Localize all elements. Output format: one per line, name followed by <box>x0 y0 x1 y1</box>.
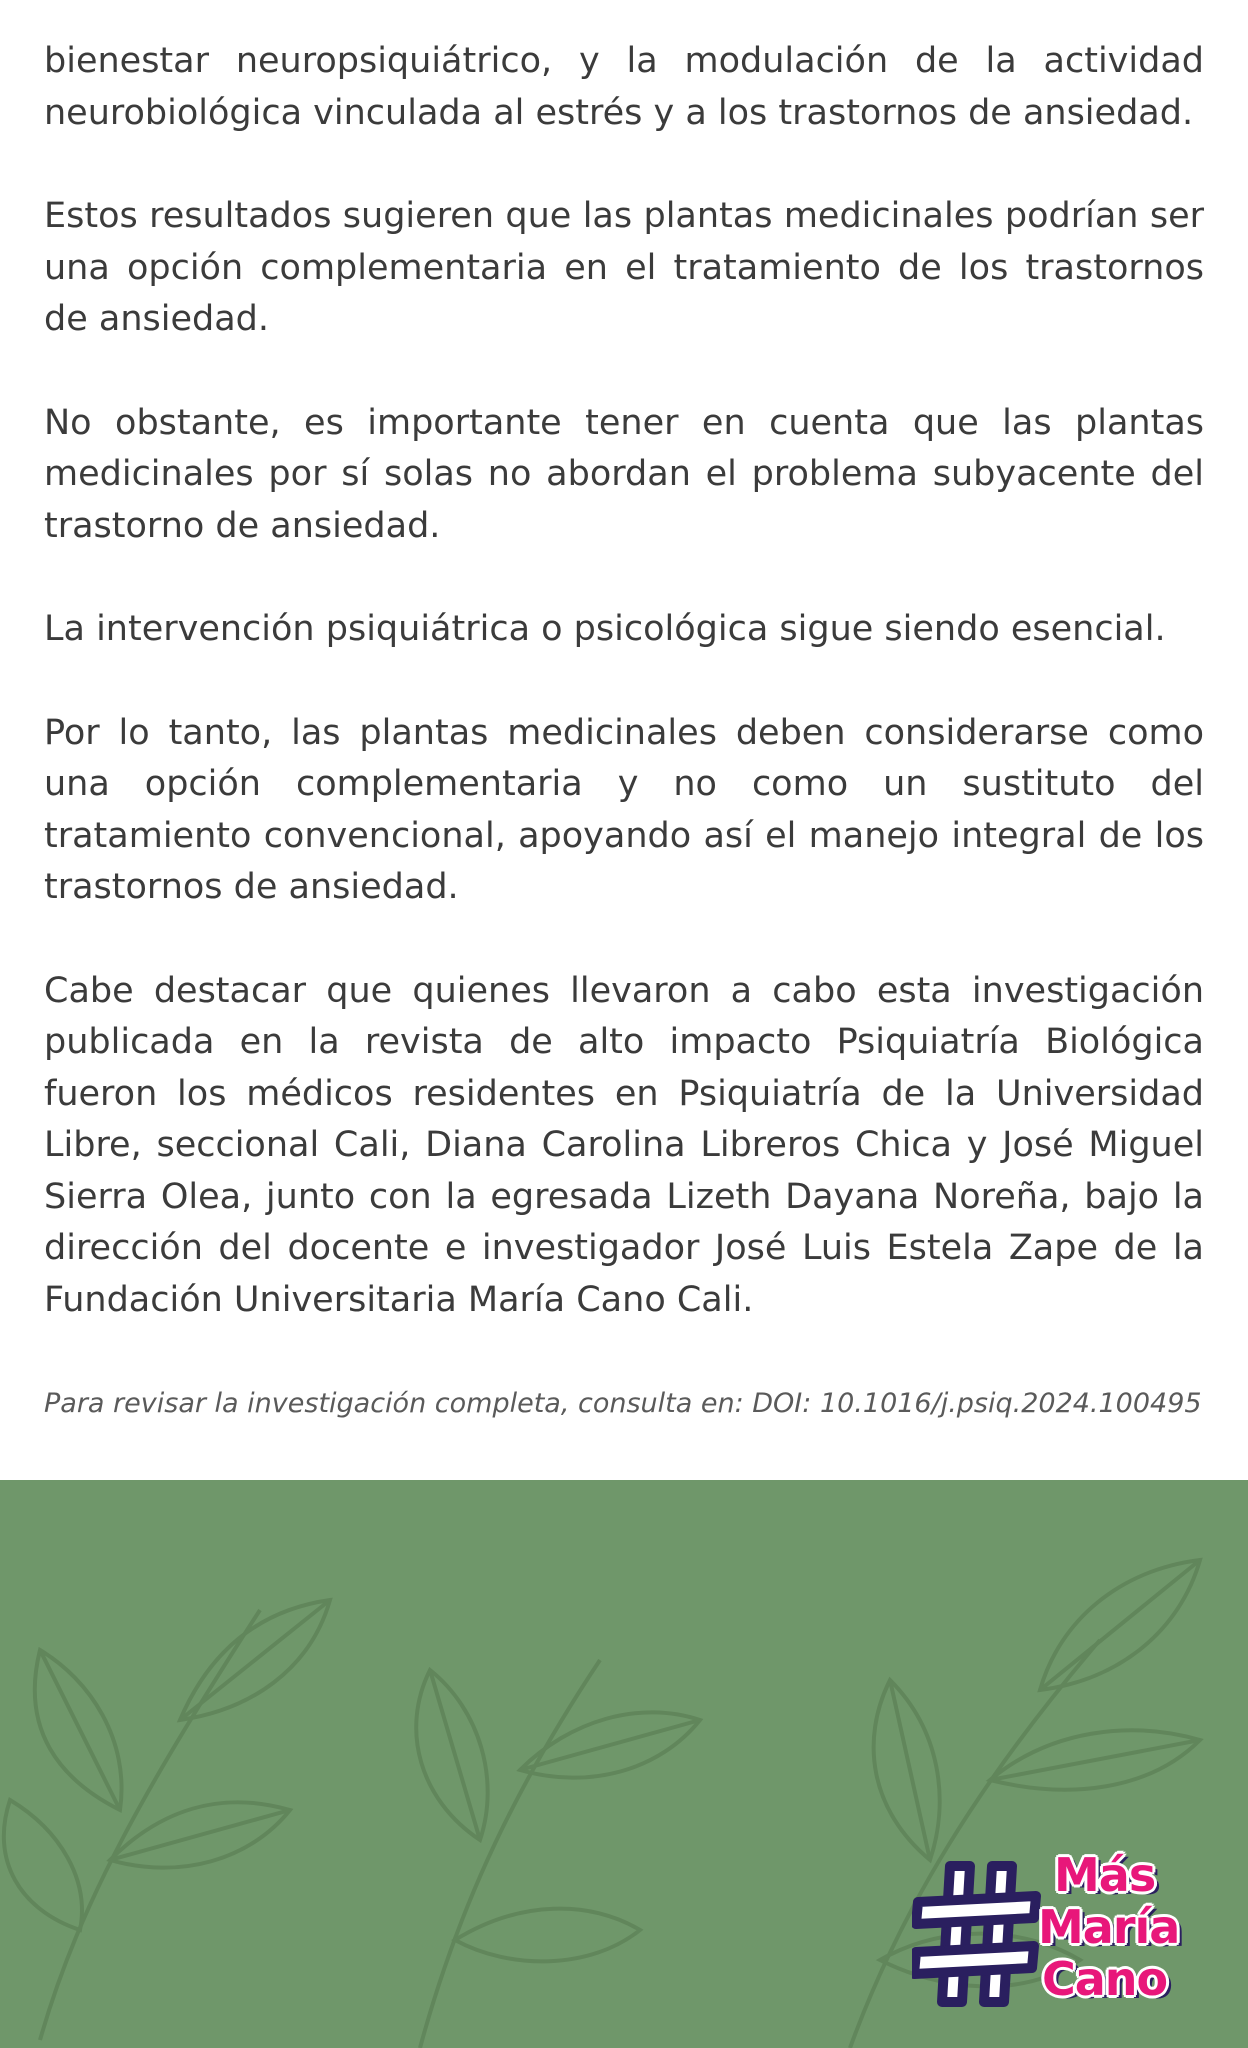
mas-maria-cano-logo <box>912 1848 1198 2022</box>
logo-line-mas: Más <box>1054 1848 1156 1902</box>
paragraph: No obstante, es importante tener en cuenta que las plantas medicinales por sí solas no abordan el problema subyacente del trastorno de ansiedad. <box>44 402 1204 546</box>
logo-line-maria: María <box>1038 1900 1180 1954</box>
logo-wordmark <box>1032 1848 1202 2022</box>
paragraph: Cabe destacar que quienes llevaron a cabo esta investigación publicada en la revista de alto impacto Psiquiatría Biológica fueron los médicos residentes en Psiquiatría de la Universidad Libre, seccional Cali, Diana Carolina Libreros Chica y José Miguel Sierra Olea, junto con la egresada Lizeth Dayana Noreña, bajo la dirección del docente e investigador José Luis Estela Zape de la Fundación Universitaria María Cano Cali. <box>44 970 1204 1320</box>
hashtag-icon <box>912 1852 1042 2022</box>
paragraph: bienestar neuropsiquiátrico, y la modulación de la actividad neurobiológica vinculada al estrés y a los trastornos de ansiedad. <box>44 41 1204 133</box>
paragraph: Por lo tanto, las plantas medicinales deben considerarse como una opción complementaria y no como un sustituto del tratamiento convencional, apoyando así el manejo integral de los trastornos de ansiedad. <box>44 712 1204 907</box>
paragraph: Estos resultados sugieren que las plantas medicinales podrían ser una opción complementaria en el tratamiento de los trastornos de ansiedad. <box>44 196 1204 339</box>
paragraph: La intervención psiquiátrica o psicológica sigue siendo esencial. <box>44 609 1166 649</box>
logo-line-cano: Cano <box>1042 1952 1168 2006</box>
doi-reference: Para revisar la investigación completa, consulta en: DOI: 10.1016/j.psiq.2024.100495 <box>44 1388 1202 1419</box>
article-body <box>44 36 1204 1422</box>
